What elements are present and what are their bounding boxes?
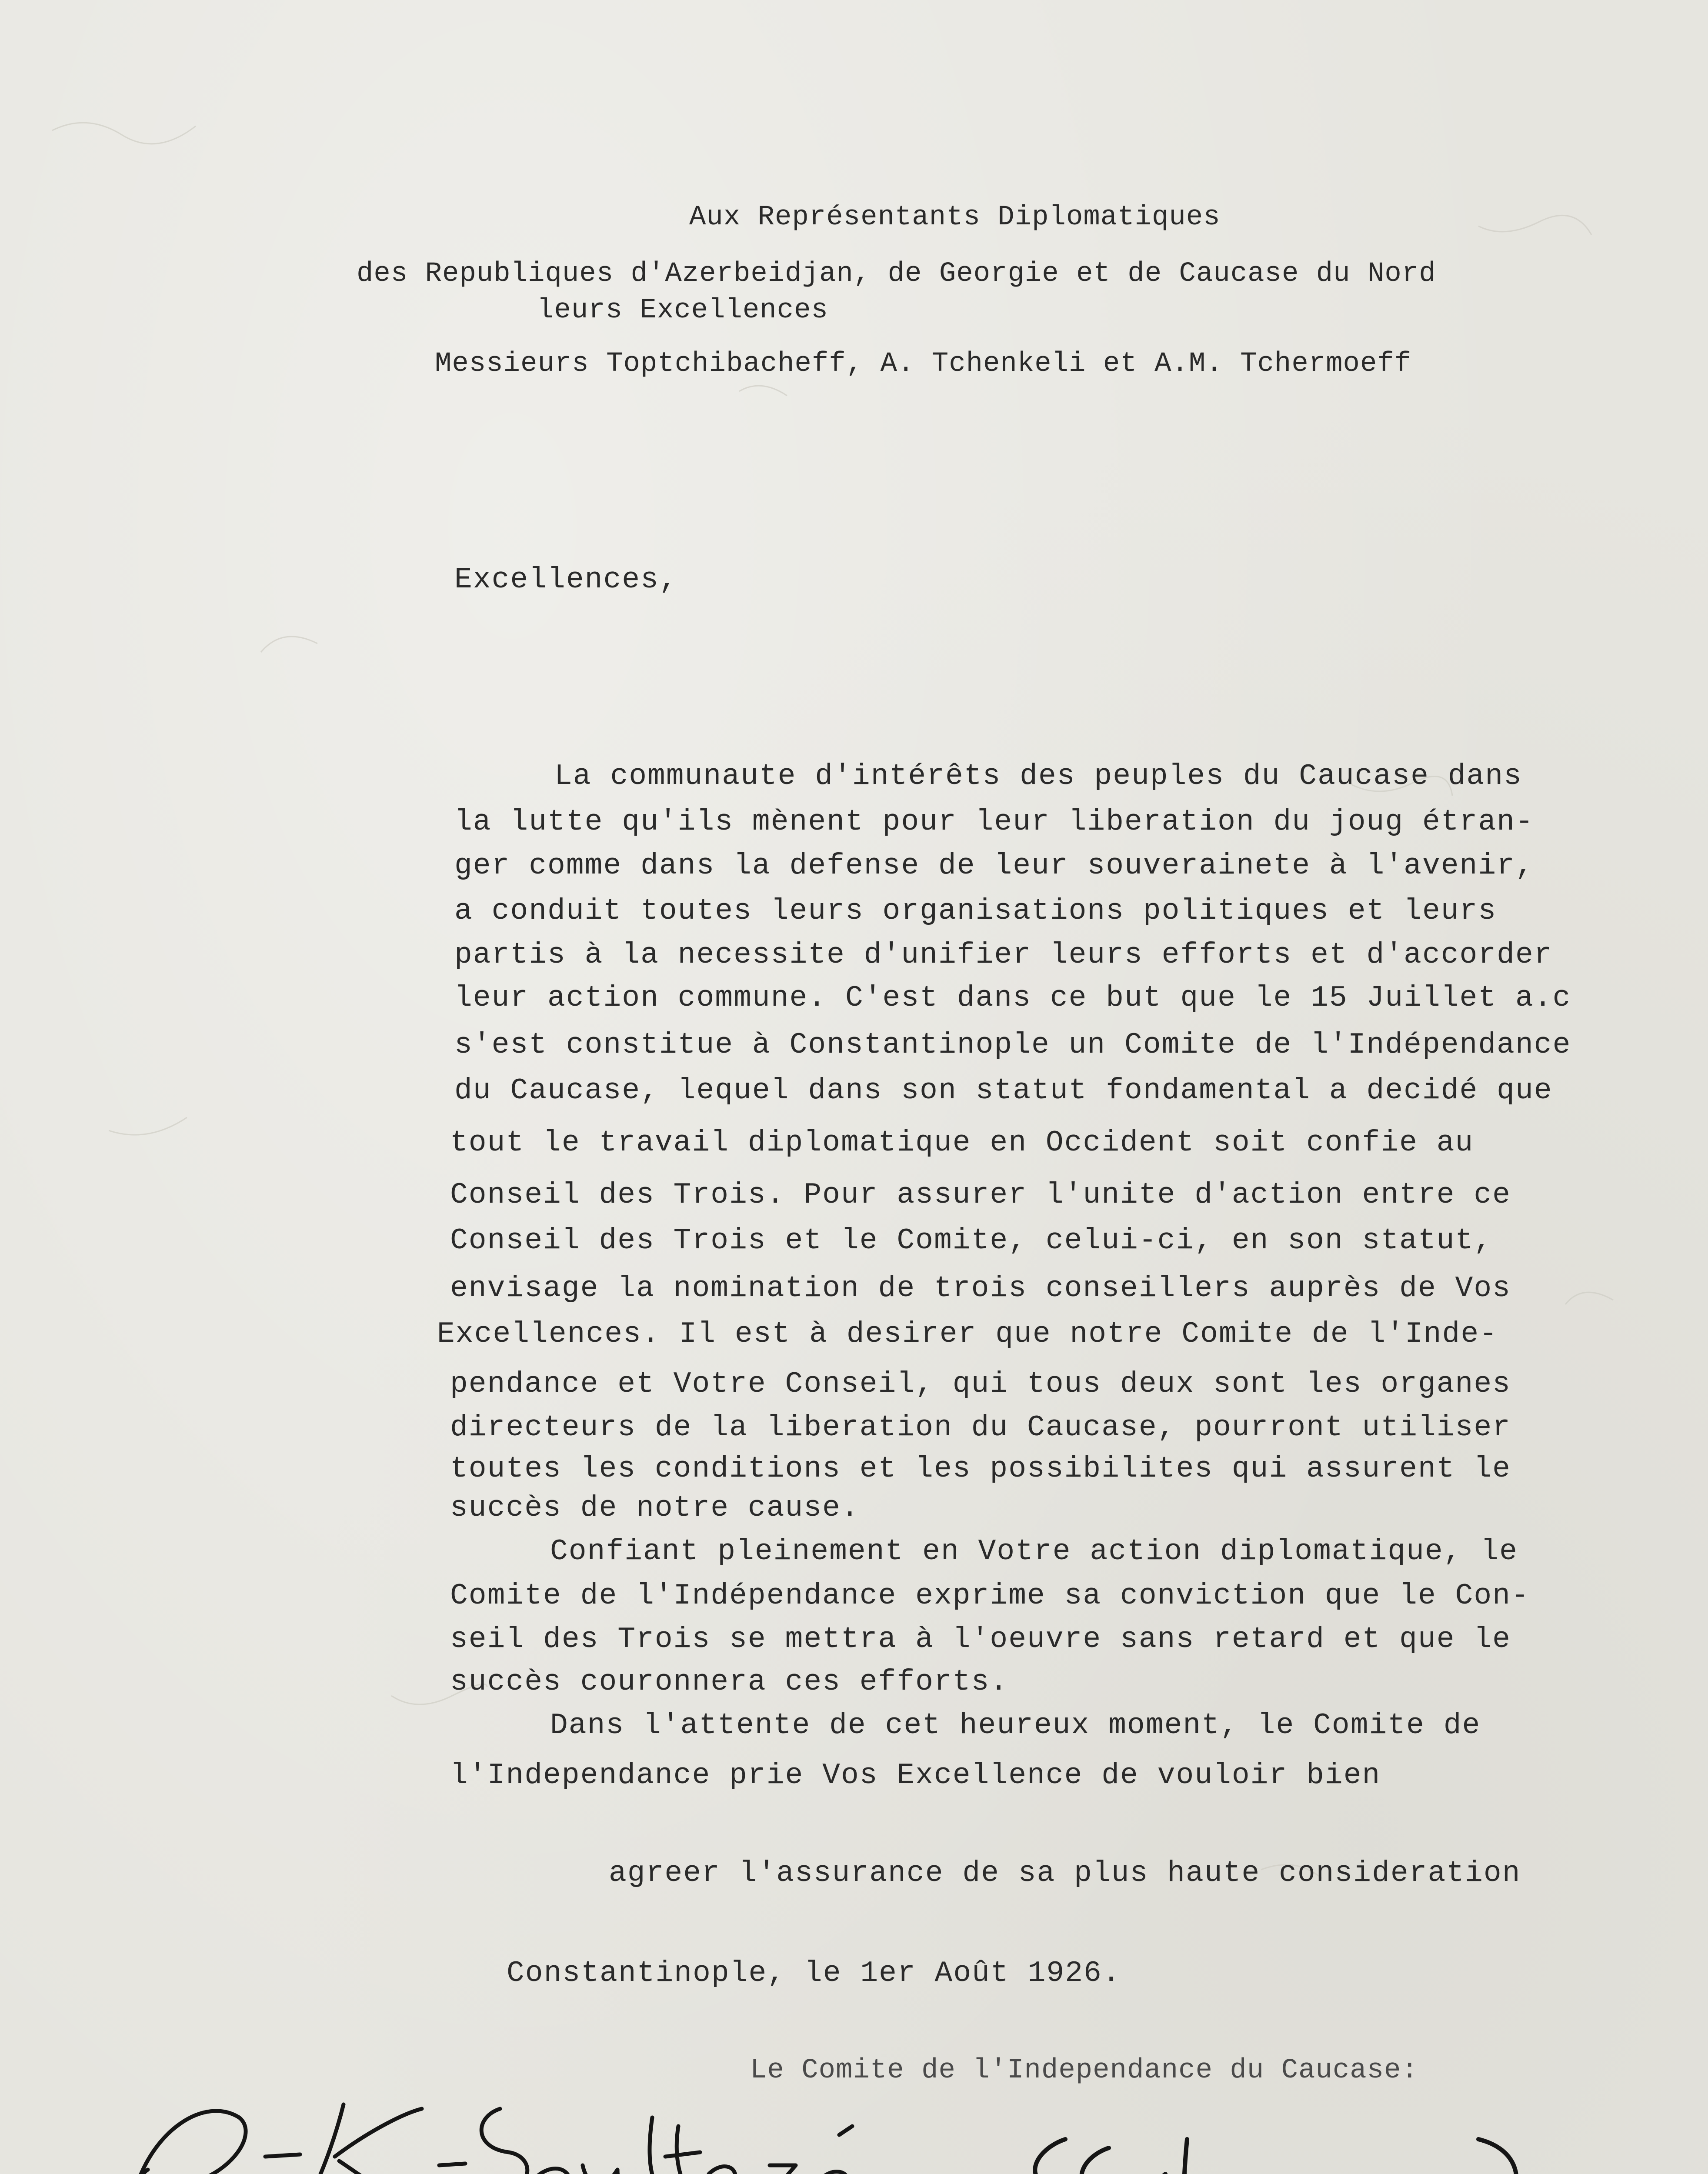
body-line: a conduit toutes leurs organisations politiques et leurs	[454, 894, 1497, 928]
place-date: Constantinople, le 1er Août 1926.	[507, 1957, 1121, 1990]
closing-line: agreer l'assurance de sa plus haute consideration	[609, 1857, 1521, 1890]
body-line: directeurs de la liberation du Caucase, pourront utiliser	[450, 1411, 1511, 1444]
address-line-2: des Republiques d'Azerbeidjan, de Georgie et de Caucase du Nord	[357, 258, 1436, 290]
body-line: du Caucase, lequel dans son statut fondamental a decidé que	[454, 1074, 1553, 1107]
body-line: partis à la necessite d'unifier leurs efforts et d'accorder	[454, 938, 1553, 972]
body-line: ger comme dans la defense de leur souverainete à l'avenir,	[454, 849, 1534, 883]
signature-schoumy	[978, 2122, 1609, 2174]
address-line-3: leurs Excellences	[537, 295, 828, 326]
address-line-4: Messieurs Toptchibacheff, A. Tchenkeli et A.M. Tchermoeff	[435, 348, 1412, 380]
body-line: Excellences. Il est à desirer que notre Comite de l'Inde-	[437, 1317, 1498, 1351]
body-line: succès de notre cause.	[450, 1491, 860, 1525]
body-line: succès couronnera ces efforts.	[450, 1665, 1009, 1699]
body-line: s'est constitue à Constantinople un Comite de l'Indépendance	[454, 1028, 1571, 1062]
committee-line: Le Comite de l'Independance du Caucase:	[750, 2055, 1418, 2086]
body-line: toutes les conditions et les possibilites qui assurent le	[450, 1452, 1511, 1486]
signature-soultanzade	[117, 2078, 926, 2174]
body-line: leur action commune. C'est dans ce but que le 15 Juillet a.c	[454, 981, 1571, 1015]
body-line: pendance et Votre Conseil, qui tous deux sont les organes	[450, 1367, 1511, 1401]
body-line: Confiant pleinement en Votre action diplomatique, le	[550, 1535, 1518, 1568]
body-line: La communaute d'intérêts des peuples du Caucase dans	[554, 760, 1522, 793]
body-line: l'Independance prie Vos Excellence de vouloir bien	[450, 1759, 1381, 1792]
body-line: seil des Trois se mettra à l'oeuvre sans retard et que le	[450, 1623, 1511, 1656]
address-line-1: Aux Représentants Diplomatiques	[689, 202, 1221, 233]
body-line: Dans l'attente de cet heureux moment, le Comite de	[550, 1709, 1481, 1742]
body-line: la lutte qu'ils mènent pour leur liberation du joug étran-	[454, 805, 1534, 839]
body-line: Conseil des Trois. Pour assurer l'unite d'action entre ce	[450, 1178, 1511, 1212]
body-line: Comite de l'Indépendance exprime sa conviction que le Con-	[450, 1579, 1530, 1613]
body-line: Conseil des Trois et le Comite, celui-ci, en son statut,	[450, 1224, 1493, 1257]
salutation: Excellences,	[454, 563, 678, 597]
body-line: tout le travail diplomatique en Occident soit confie au	[450, 1126, 1474, 1160]
body-line: envisage la nomination de trois conseillers auprès de Vos	[450, 1272, 1511, 1305]
